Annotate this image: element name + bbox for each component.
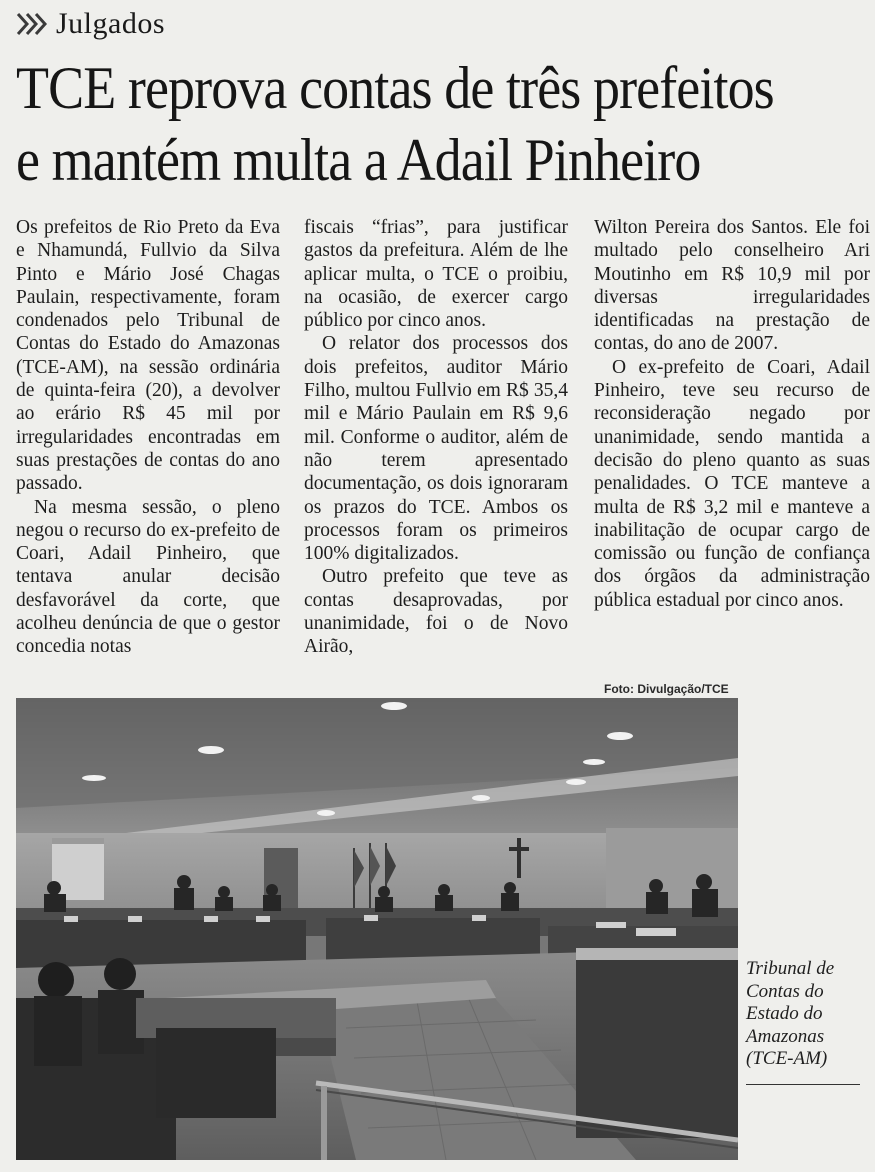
section-name: Julgados xyxy=(56,7,165,40)
photo-credit: Foto: Divulgação/TCE xyxy=(604,682,729,696)
paragraph: Wilton Pereira dos Santos. Ele foi multado pelo conselheiro Ari Moutinho em R$ 10,9 mil por diversas irregularidades identificadas na prestação de contas, do ano de 2007. xyxy=(594,217,870,355)
paragraph: O ex-prefeito de Coari, Adail Pinheiro, teve seu recurso de reconsideração negado por unanimidade, sendo mantida a decisão do pleno quanto as suas penalidades. O TCE manteve a multa de R$ 3,2 mil e manteve a inabilitação de ocupar cargo de comissão ou função de confiança dos órgãos da administração pública estadual por cinco anos. xyxy=(594,356,870,611)
headline xyxy=(16,52,781,196)
paragraph: Os prefeitos de Rio Preto da Eva e Nhamundá, Fullvio da Silva Pinto e Mário José Chagas Paulain, respectivamente, foram condenados pelo Tribunal de Contas do Estado do Amazonas (TCE-AM), na sessão ordinária de quinta-feira (20), a devolver ao erário R$ 45 mil por irregularidades encontradas em suas prestações de contas do ano passado. xyxy=(16,217,280,495)
triple-chevron-icon xyxy=(16,11,48,37)
photo-caption: Tribunal de Contas do Estado do Amazonas (TCE-AM) xyxy=(746,958,835,1069)
article-column-3 xyxy=(594,216,870,612)
article-column-1 xyxy=(16,216,280,659)
paragraph: Outro prefeito que teve as contas desaprovadas, por unanimidade, foi o de Novo Airão, xyxy=(304,566,568,658)
paragraph: O relator dos processos dos dois prefeitos, auditor Mário Filho, multou Fullvio em R$ 35,4 mil e Mário Paulain em R$ 9,6 mil. Conforme o auditor, além de não terem apresentado documentação, os dois ignoraram os prazos do TCE. Ambos os processos foram os primeiros 100% digitalizados. xyxy=(304,333,568,565)
courtroom-photo xyxy=(16,698,738,1160)
article-column-2 xyxy=(304,216,568,659)
section-header xyxy=(16,4,165,44)
caption-divider xyxy=(746,1084,860,1085)
headline-line-1: TCE reprova contas de três prefeitos xyxy=(16,55,774,121)
headline-line-2: e mantém multa a Adail Pinheiro xyxy=(16,127,701,193)
paragraph: fiscais “frias”, para justificar gastos da prefeitura. Além de lhe aplicar multa, o TCE o proibiu, na ocasião, de exercer cargo público por cinco anos. xyxy=(304,217,568,332)
article-body xyxy=(16,216,874,676)
paragraph: Na mesma sessão, o pleno negou o recurso do ex-prefeito de Coari, Adail Pinheiro, que tentava anular decisão desfavorável da corte, que acolheu denúncia de que o gestor concedia notas xyxy=(16,496,280,658)
